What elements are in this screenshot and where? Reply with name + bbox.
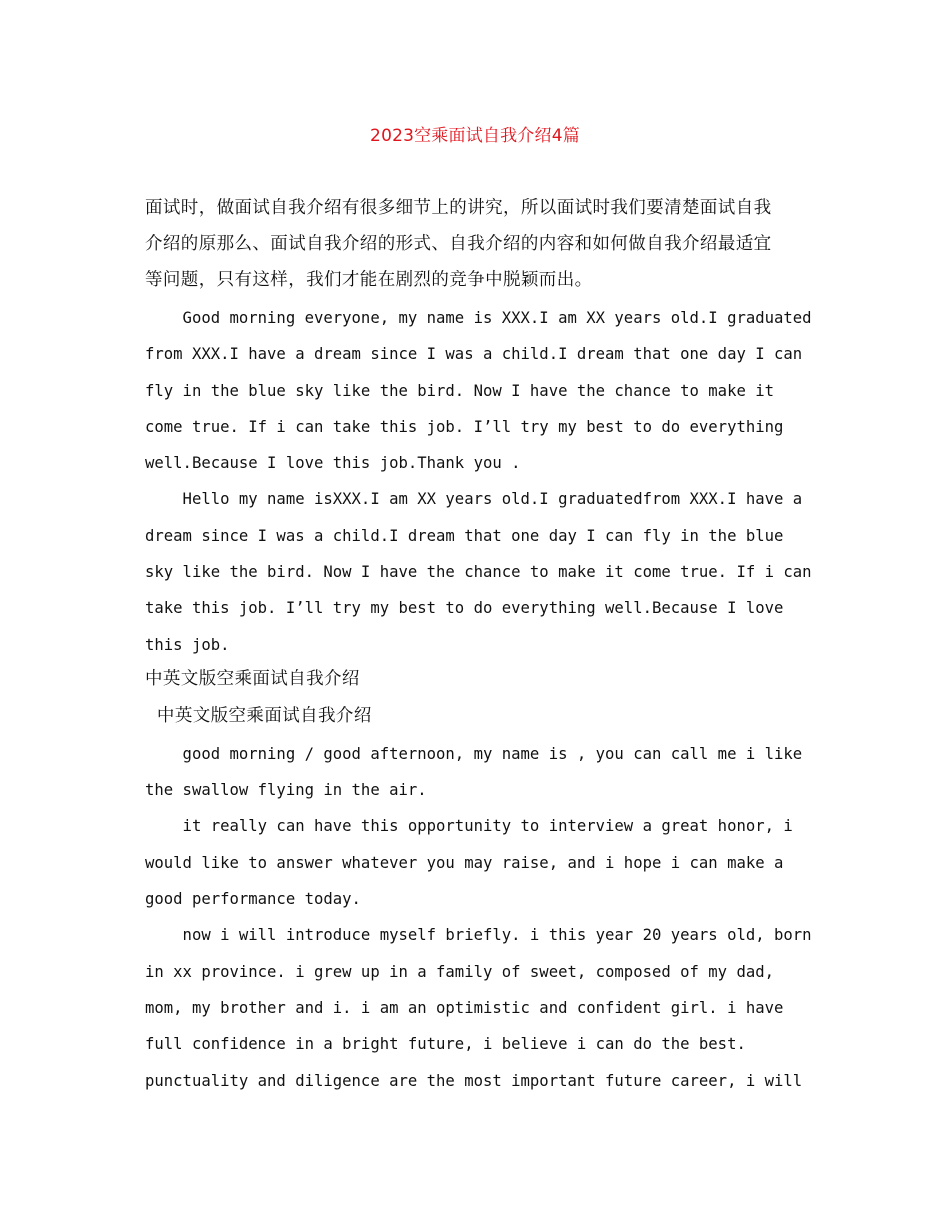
paragraph-line: take this job. I’ll try my best to do everything well.Because I love	[145, 599, 784, 617]
paragraph-line: Hello my name isXXX.I am XX years old.I graduatedfrom XXX.I have a	[145, 490, 803, 508]
paragraph-line: this job.	[145, 636, 230, 654]
paragraph-line: from XXX.I have a dream since I was a child.I dream that one day I can	[145, 345, 803, 363]
paragraph-line: would like to answer whatever you may raise, and i hope i can make a	[145, 854, 784, 872]
subsection-heading: 中英文版空乘面试自我介绍	[145, 706, 372, 726]
paragraph-line: mom, my brother and i. i am an optimistic and confident girl. i have	[145, 999, 784, 1017]
paragraph-line: now i will introduce myself briefly. i this year 20 years old, born	[145, 926, 812, 944]
paragraph-line: 面试时，做面试自我介绍有很多细节上的讲究，所以面试时我们要清楚面试自我	[145, 198, 772, 218]
paragraph-line: good morning / good afternoon, my name is , you can call me i like	[145, 745, 803, 763]
paragraph-line: it really can have this opportunity to interview a great honor, i	[145, 817, 793, 835]
paragraph-line: fly in the blue sky like the bird. Now I have the chance to make it	[145, 382, 775, 400]
paragraph-line: 等问题，只有这样，我们才能在剧烈的竞争中脱颖而出。	[145, 270, 593, 290]
paragraph-line: good performance today.	[145, 890, 361, 908]
paragraph-line: 介绍的原那么、面试自我介绍的形式、自我介绍的内容和如何做自我介绍最适宜	[145, 234, 772, 254]
paragraph-line: punctuality and diligence are the most important future career, i will	[145, 1072, 803, 1090]
paragraph-line: sky like the bird. Now I have the chance to make it come true. If i can	[145, 563, 812, 581]
paragraph-line: Good morning everyone, my name is XXX.I am XX years old.I graduated	[145, 309, 812, 327]
paragraph-line: come true. If i can take this job. I’ll try my best to do everything	[145, 418, 784, 436]
paragraph-line: in xx province. i grew up in a family of sweet, composed of my dad,	[145, 963, 775, 981]
section-heading: 中英文版空乘面试自我介绍	[145, 669, 360, 689]
paragraph-line: the swallow flying in the air.	[145, 781, 427, 799]
paragraph-line: dream since I was a child.I dream that one day I can fly in the blue	[145, 527, 784, 545]
paragraph-line: well.Because I love this job.Thank you .	[145, 454, 521, 472]
paragraph-line: full confidence in a bright future, i believe i can do the best.	[145, 1035, 746, 1053]
document-title: 2023空乘面试自我介绍4篇	[370, 126, 580, 146]
